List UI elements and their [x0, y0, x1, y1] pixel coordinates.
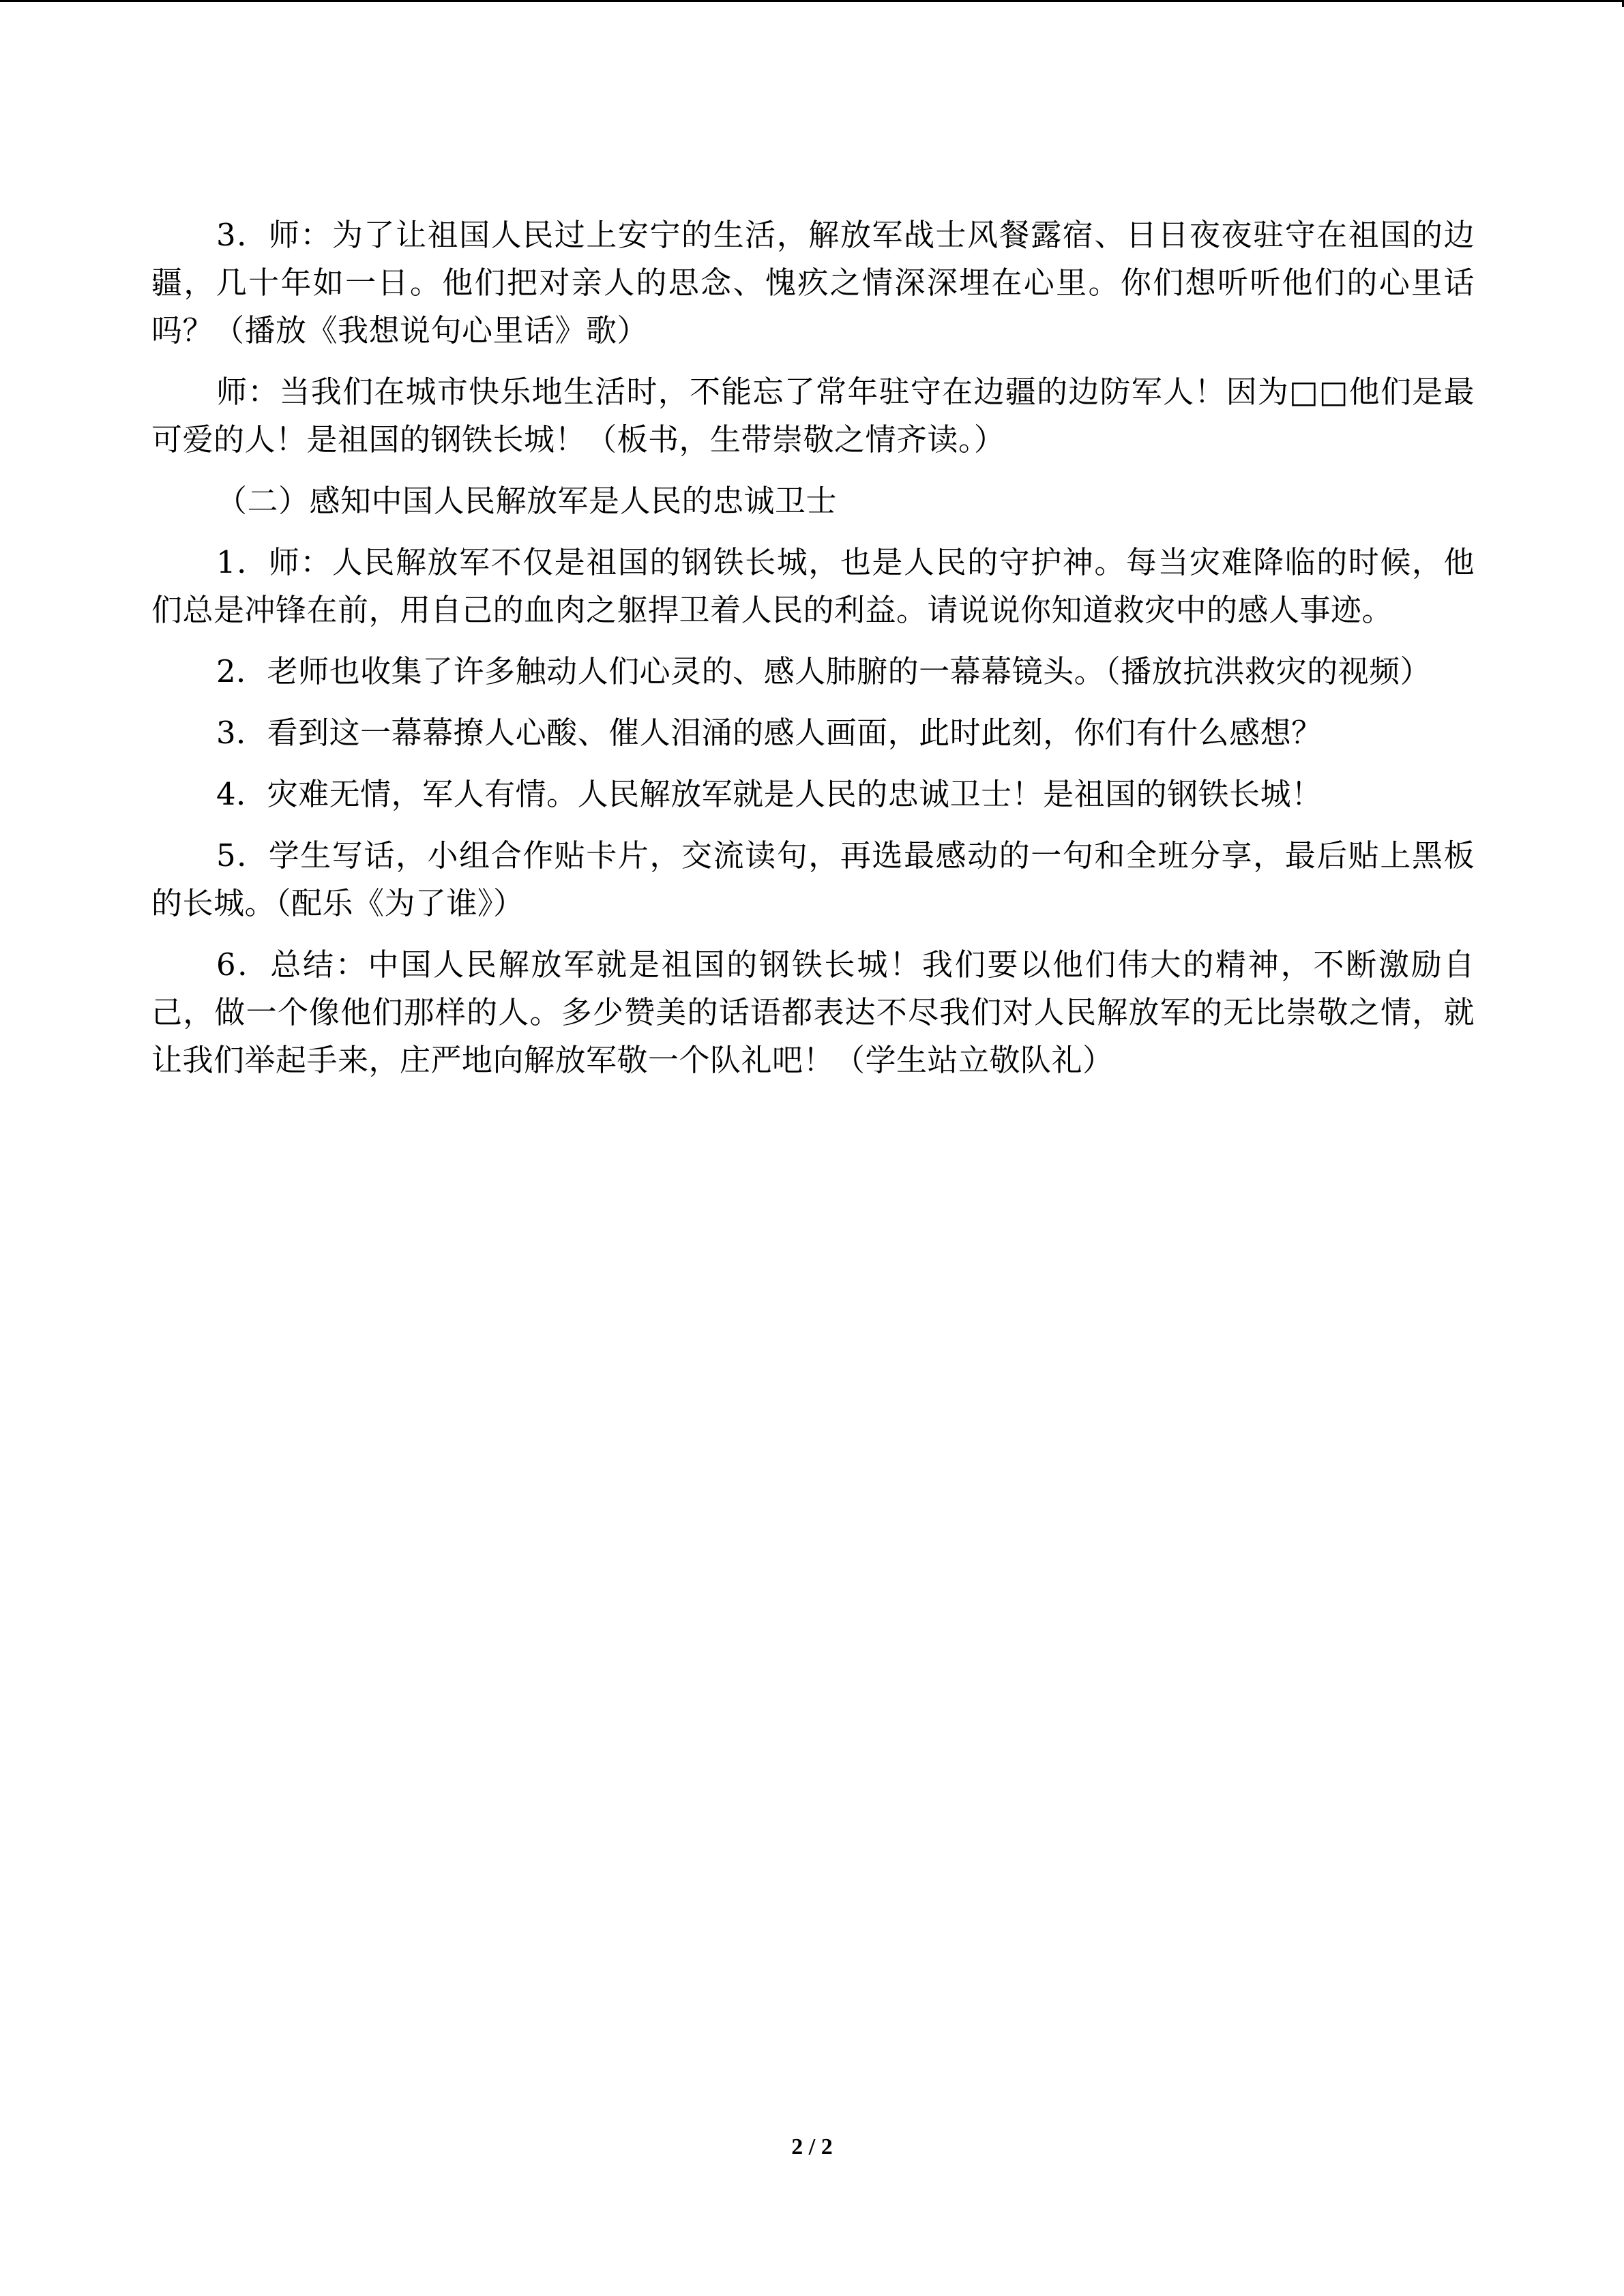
paragraph-guardian: 1．师：人民解放军不仅是祖国的钢铁长城，也是人民的守护神。每当灾难降临的时候，他们总是冲锋在前，用自己的血肉之躯捍卫着人民的利益。请说说你知道救灾中的感人事迹。 — [151, 544, 1475, 628]
paragraph-border-soldiers: 师：当我们在城市快乐地生活时，不能忘了常年驻守在边疆的边防军人！因为□□他们是最可爱的人！是祖国的钢铁长城！（板书，生带崇敬之情齐读。） — [151, 374, 1475, 458]
section-heading-loyal-guards: （二）感知中国人民解放军是人民的忠诚卫士 — [216, 483, 838, 519]
paragraph-video: 2．老师也收集了许多触动人们心灵的、感人肺腑的一幕幕镜头。（播放抗洪救灾的视频） — [216, 653, 1432, 689]
page-number: 2 / 2 — [791, 2134, 833, 2160]
page-top-border — [0, 0, 1624, 2]
paragraph-teacher-song: 3．师：为了让祖国人民过上安宁的生活，解放军战士风餐露宿、日日夜夜驻守在祖国的边疆，几十年如一日。他们把对亲人的思念、愧疚之情深深埋在心里。你们想听听他们的心里话吗？（播放《我想说句心里话》歌） — [151, 217, 1475, 348]
paragraph-summary: 6．总结：中国人民解放军就是祖国的钢铁长城！我们要以他们伟大的精神，不断激励自己，做一个像他们那样的人。多少赞美的话语都表达不尽我们对人民解放军的无比崇敬之情，就让我们举起手来，庄严地向解放军敬一个队礼吧！（学生站立敬队礼） — [151, 946, 1475, 1078]
paragraph-feelings: 3．看到这一幕幕撩人心酸、催人泪涌的感人画面，此时此刻，你们有什么感想？ — [216, 715, 1323, 751]
paragraph-writing-activity: 5．学生写话，小组合作贴卡片，交流读句，再选最感动的一句和全班分享，最后贴上黑板的长城。（配乐《为了谁》） — [151, 837, 1475, 921]
paragraph-disaster: 4．灾难无情，军人有情。人民解放军就是人民的忠诚卫士！是祖国的钢铁长城！ — [216, 776, 1323, 812]
document-body — [151, 211, 1475, 1098]
